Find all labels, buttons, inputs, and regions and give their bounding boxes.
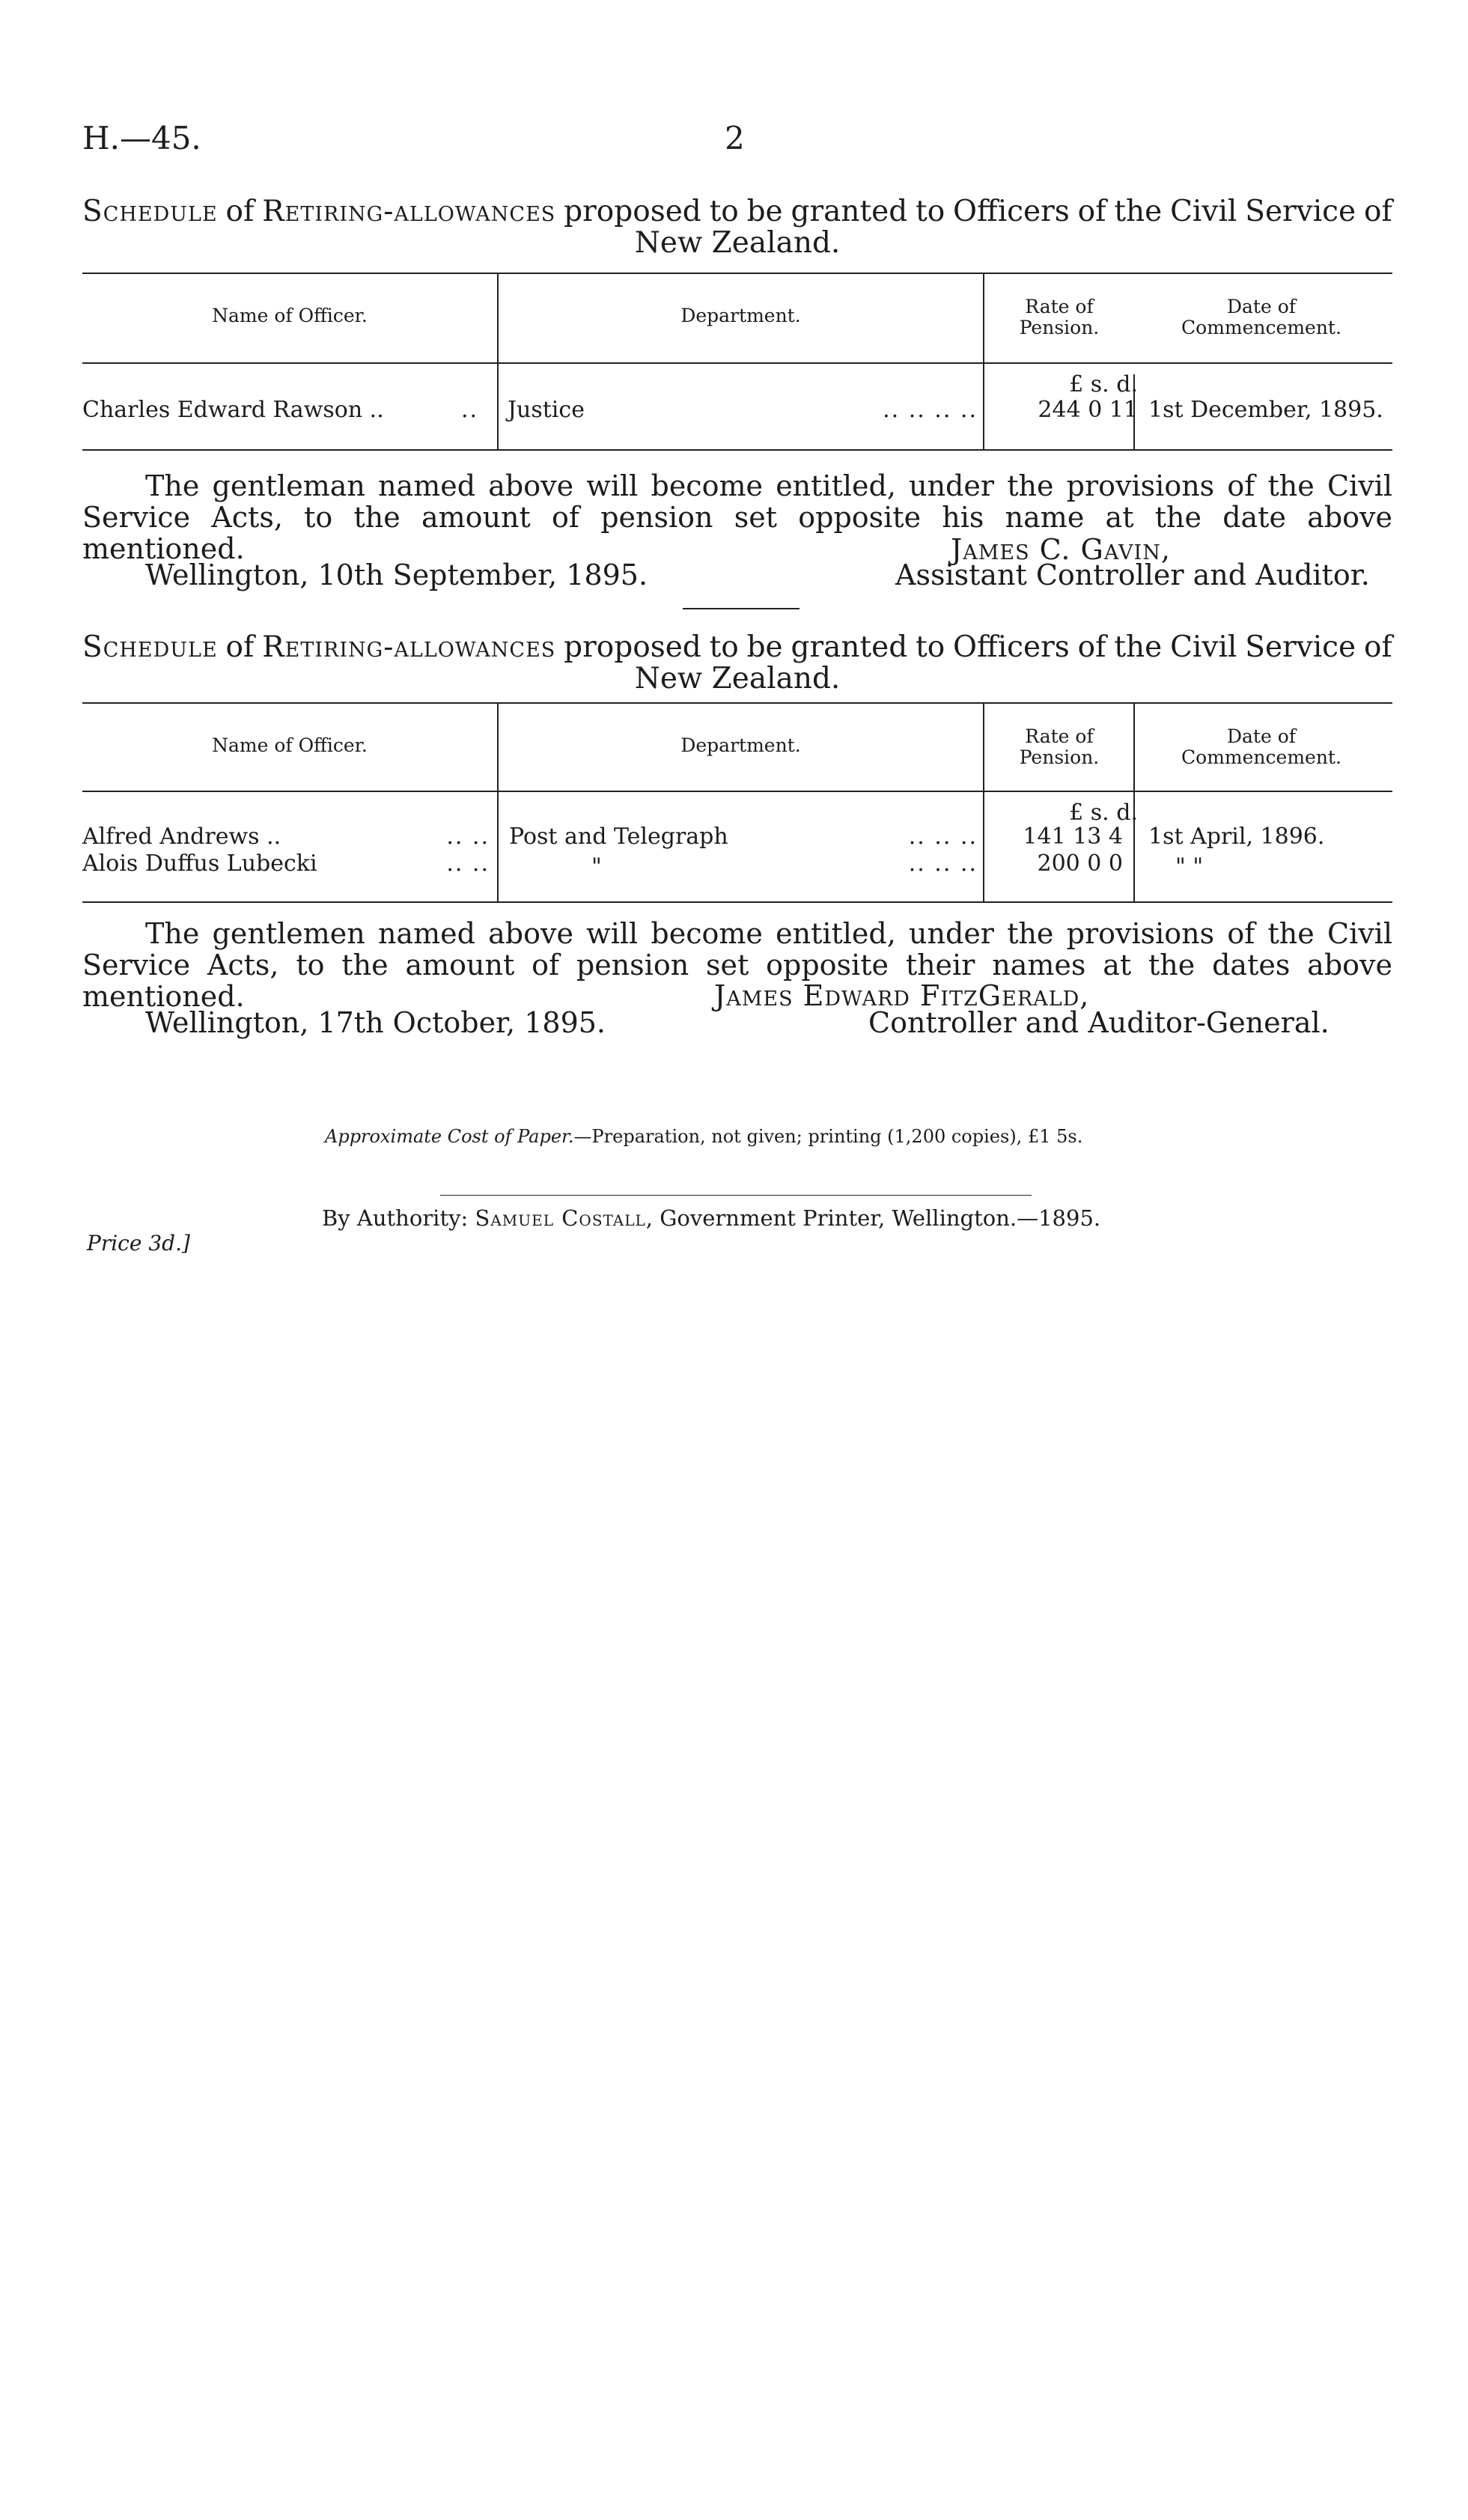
department: Justice — [508, 397, 585, 423]
leader-dots: .. .. .. .. — [883, 397, 978, 423]
entitlement-paragraph: The gentleman named above will become entitled, under the provisions of the Civil Service Acts, to the amount of pension set opposite his name at the date above mentioned. — [82, 469, 1392, 565]
signatory-name: James C. Gavin, — [951, 533, 1171, 566]
department-ditto: " — [591, 853, 602, 880]
table-1-header-rule — [82, 362, 1392, 364]
footer-rule — [440, 1195, 1032, 1196]
signatory-title: Controller and Auditor-General. — [868, 1006, 1330, 1039]
section-separator — [683, 608, 800, 609]
schedule-2-title: Schedule of Retiring-allowances proposed to be granted to Officers of the Civil Service of New Zealand. — [82, 630, 1392, 696]
table-2-divider — [983, 704, 984, 901]
column-header-date: Date of Commencement. — [1181, 296, 1341, 338]
schedule-1-title: Schedule of Retiring-allowances proposed to be granted to Officers of the Civil Service of New Zealand. — [82, 195, 1392, 260]
column-header-name: Name of Officer. — [212, 734, 368, 756]
pension-rate: 244 0 11 — [1038, 397, 1138, 423]
column-header-department: Department. — [680, 734, 801, 756]
column-header-rate: Rate of Pension. — [1019, 725, 1100, 768]
officer-name: Alfred Andrews .. — [82, 824, 281, 850]
currency-header: £ s. d. — [1069, 371, 1138, 398]
leader-dots: .. .. — [446, 824, 490, 850]
signatory-title: Assistant Controller and Auditor. — [895, 559, 1370, 591]
table-1-divider — [497, 274, 499, 449]
commencement-date: 1st April, 1896. — [1148, 824, 1325, 850]
pension-rate: 141 13 4 — [1023, 824, 1123, 850]
table-2-header-rule — [82, 791, 1392, 792]
table-2-top-rule — [82, 702, 1392, 704]
department: Post and Telegraph — [509, 824, 728, 850]
commencement-date: 1st December, 1895. — [1148, 397, 1383, 423]
currency-header: £ s. d. — [1069, 800, 1138, 826]
officer-name: Alois Duffus Lubecki — [82, 850, 317, 877]
leader-dots: .. .. .. — [908, 824, 978, 850]
printer-authority: By Authority: Samuel Costall, Government Printer, Wellington.—1895. — [322, 1205, 1101, 1231]
column-header-department: Department. — [680, 305, 801, 326]
place-date: Wellington, 17th October, 1895. — [145, 1006, 606, 1039]
table-2-divider — [497, 704, 499, 901]
price: Price 3d.] — [87, 1231, 190, 1256]
document-code: H.—45. — [82, 120, 201, 156]
table-2-bottom-rule — [82, 901, 1392, 903]
column-header-name: Name of Officer. — [212, 305, 368, 326]
table-1-top-rule — [82, 273, 1392, 274]
commencement-date-ditto: " " — [1175, 853, 1204, 880]
column-header-date: Date of Commencement. — [1181, 725, 1341, 768]
leader-dots: .. — [461, 397, 479, 423]
table-1-divider — [983, 274, 984, 449]
column-header-rate: Rate of Pension. — [1019, 296, 1100, 338]
leader-dots: .. .. .. — [908, 850, 978, 877]
place-date: Wellington, 10th September, 1895. — [145, 559, 648, 591]
officer-name: Charles Edward Rawson .. — [82, 397, 384, 423]
entitlement-paragraph: The gentlemen named above will become entitled, under the provisions of the Civil Service Acts, to the amount of pension set opposite their names at the dates above mentioned. — [82, 917, 1392, 1013]
pension-rate: 200 0 0 — [1037, 850, 1123, 877]
signatory-name: James Edward FitzGerald, — [714, 979, 1090, 1012]
leader-dots: .. .. — [446, 850, 490, 877]
cost-of-paper: Approximate Cost of Paper.—Preparation, not given; printing (1,200 copies), £1 5s. — [325, 1126, 1083, 1147]
table-1-bottom-rule — [82, 449, 1392, 451]
page-number: 2 — [725, 120, 745, 156]
